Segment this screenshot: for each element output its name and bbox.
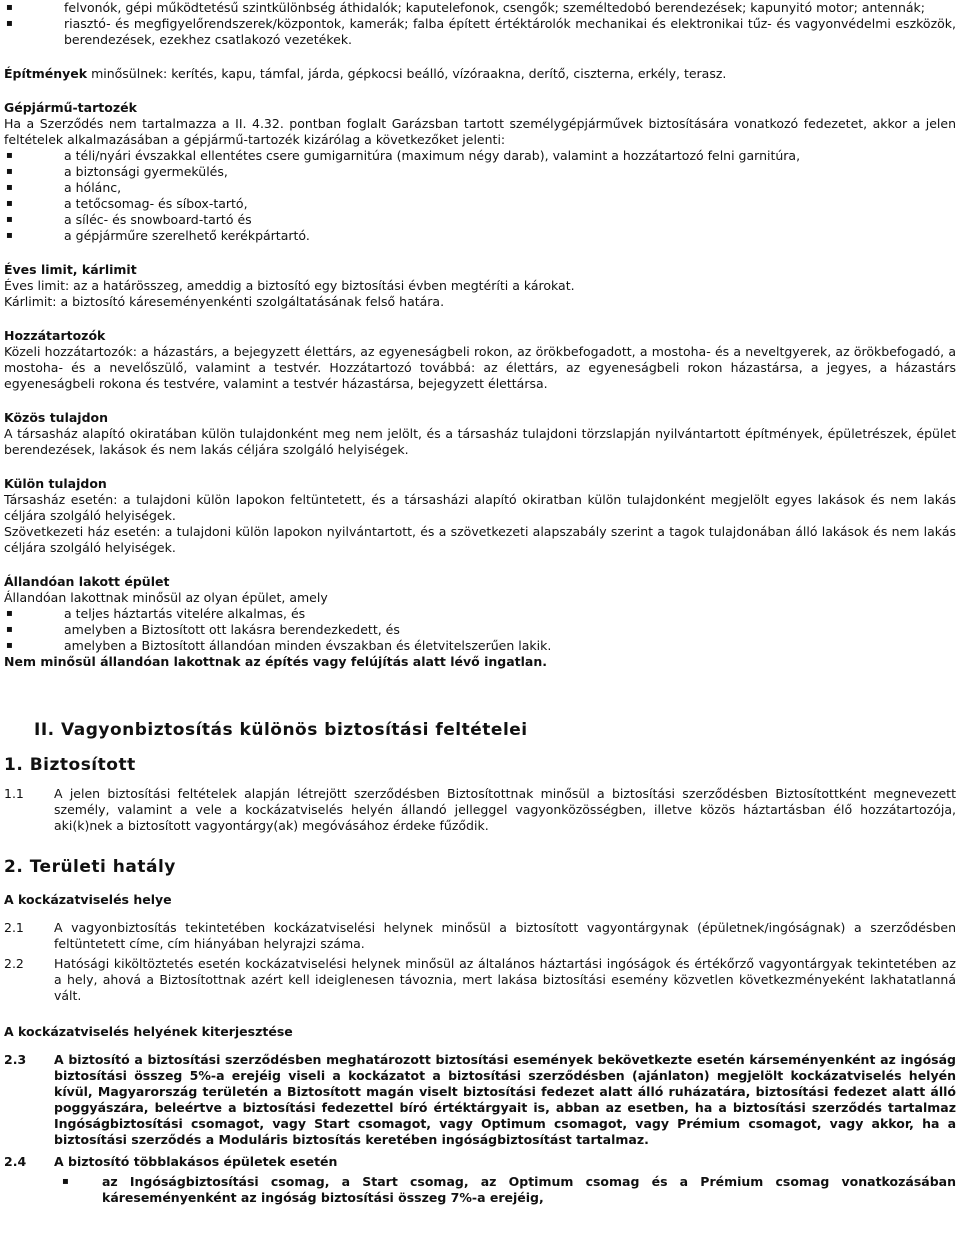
kozos-tulajdon-text: A társasház alapító okiratában külön tulajdonként meg nem jelölt, és a társasház tulajdoni törzslapján nyilvántartott építmények, épületrészek, épület berendezések, lakások és nem lakás céljára szolgáló helyiségek. xyxy=(4,426,956,457)
allandoan-intro: Állandóan lakottnak minősül az olyan épület, amely xyxy=(4,590,328,605)
list-item: ▪ a síléc- és snowboard-tartó és xyxy=(4,212,956,228)
clause-number: 2.1 xyxy=(4,920,24,935)
clause-2-4 xyxy=(4,1154,956,1170)
clause-1-1 xyxy=(4,786,956,834)
clause-number: 2.3 xyxy=(4,1052,27,1067)
list-item: ▪ a hólánc, xyxy=(4,180,956,196)
clause-number: 2.4 xyxy=(4,1154,27,1169)
clause-2-1 xyxy=(4,920,956,952)
clause-2-2 xyxy=(4,956,956,1004)
list-item: ▪ amelyben a Biztosított állandóan minden évszakban és életvitelszerűen lakik. xyxy=(4,638,956,654)
kozos-tulajdon-title: Közös tulajdon xyxy=(4,410,109,425)
epitmenyek-term: Építmények xyxy=(4,66,88,81)
gepjarmu-title: Gépjármű-tartozék xyxy=(4,100,137,115)
limit-line-1: Éves limit: az a határösszeg, ameddig a biztosító egy biztosítási évben megtéríti a károkat. xyxy=(4,278,575,293)
list-item: ▪ amelyben a Biztosított ott lakásra berendezkedett, és xyxy=(4,622,956,638)
epitmenyek-text: minősülnek: kerítés, kapu, támfal, járda, gépkocsi beálló, vízóraakna, derítő, ciszterna, erkély, terasz. xyxy=(87,66,727,81)
section-1-title: 1. Biztosított xyxy=(4,755,136,775)
clause-number: 1.1 xyxy=(4,786,24,801)
limit-title: Éves limit, kárlimit xyxy=(4,262,137,277)
list-item: ▪ az Ingóságbiztosítási csomag, a Start csomag, az Optimum csomag és a Prémium csomag vonatkozásában káreseményenként az ingóság biztosítási összeg 7%-a erejéig, xyxy=(4,1174,956,1206)
gepjarmu-list xyxy=(4,148,956,244)
clause-2-4-list xyxy=(4,1174,956,1206)
kulon-tulajdon-text-2: Szövetkezeti ház esetén: a tulajdoni külön lapokon nyilvántartott, és a szövetkezeti alapszabály szerint a tagok tulajdonában álló lakások és nem lakás céljára szolgáló helyiségek. xyxy=(4,524,956,555)
kiterjesztes-title: A kockázatviselés helyének kiterjesztése xyxy=(4,1024,293,1039)
hozzatartozok-title: Hozzátartozók xyxy=(4,328,106,343)
allandoan-list xyxy=(4,606,956,654)
kockazatviseles-helye-title: A kockázatviselés helye xyxy=(4,892,172,907)
list-item: ▪ riasztó- és megfigyelőrendszerek/központok, kamerák; falba épített értéktárolók mechanikai és elektronikai tűz- és vagyonvédelmi eszközök, berendezések, ezekhez csatlakozó vezetékek. xyxy=(4,16,956,48)
list-item: ▪ a tetőcsomag- és síbox-tartó, xyxy=(4,196,956,212)
document-page xyxy=(4,0,956,1206)
hozzatartozok-text: Közeli hozzátartozók: a házastárs, a bejegyzett élettárs, az egyeneságbeli rokon, az örökbefogadott, a mostoha- és a neveltgyerek, az örökbefogadó, a mostoha- és a nevelőszülő, valamint a testvér. Hozzátartozó továbbá: az élettárs, az egyeneságbeli rokon házastársa, a jegyes, a házastárs egyeneságbeli rokona és testvére, valamint a testvér házastársa, bejegyzett élettársa. xyxy=(4,344,956,391)
list-item: ▪ felvonók, gépi működtetésű szintkülönbség áthidalók; kaputelefonok, csengők; személtedobó berendezések; kapunyitó motor; antennák; xyxy=(4,0,956,16)
kulon-tulajdon-text-1: Társasház esetén: a tulajdoni külön lapokon feltüntetett, és a társasházi alapító okiratban külön tulajdonként megjelölt egyes lakások és nem lakás céljára szolgáló helyiségek. xyxy=(4,492,956,523)
clause-text: A jelen biztosítási feltételek alapján létrejött szerződésben Biztosítottnak minősül a biztosítási szerződésben Biztosítottként megnevezett személy, valamint a vele a kockázatviselés helyén állandó jelleggel vagyonközösségben, illetve közös háztartásban élő hozzátartozója, aki(k)nek a biztosított vagyontárgy(ak) megóvásához érdeke fűződik. xyxy=(54,786,956,833)
clause-text: A vagyonbiztosítás tekintetében kockázatviselési helynek minősül a biztosított vagyontárgynak (épületnek/ingóságnak) a szerződésben feltüntetett címe, cím hiányában helyrajzi száma. xyxy=(54,920,956,951)
clause-text: A biztosító többlakásos épületek esetén xyxy=(54,1154,338,1169)
section-2-title: 2. Területi hatály xyxy=(4,857,176,877)
list-item: ▪ a gépjárműre szerelhető kerékpártartó. xyxy=(4,228,956,244)
gepjarmu-text: Ha a Szerződés nem tartalmazza a II. 4.32. pontban foglalt Garázsban tartott személygépjárművek biztosítására vonatkozó fedezetet, akkor a jelen feltételek alkalmazásában a gépjármű-tartozék kizárólag a következőket jelenti: xyxy=(4,116,956,147)
clause-text: A biztosító a biztosítási szerződésben meghatározott biztosítási események bekövetkezte esetén kárseményenként az ingóság biztosítási összeg 5%-a erejéig viseli a kockázatot a biztosítási szerződésben (ajánlaton) megjelölt kockázatviselés helyén kívül, Magyarország területén a Biztosított magán viselt biztosítási fedezet alatt álló ruházatára, biztosítási fedezet alatt álló poggyászára, beleértve a biztosítási fedezettel bíró értéktárgyait is, abban az esetben, ha a biztosítási szerződés tartalmaz Ingóságbiztosítási csomagot, vagy Start csomagot, vagy Optimum csomagot, vagy Prémium csomagot, vagy akkor, ha a biztosítási szerződés a Moduláris biztosítás keretében ingóságbiztosítást tartalmaz. xyxy=(54,1052,956,1147)
top-bullet-list xyxy=(4,0,956,48)
list-item: ▪ a teljes háztartás vitelére alkalmas, és xyxy=(4,606,956,622)
list-item: ▪ a téli/nyári évszakkal ellentétes csere gumigarnitúra (maximum négy darab), valamint a hozzátartozó felni garnitúra, xyxy=(4,148,956,164)
clause-2-3 xyxy=(4,1052,956,1148)
list-item: ▪ a biztonsági gyermekülés, xyxy=(4,164,956,180)
allandoan-title: Állandóan lakott épület xyxy=(4,574,170,589)
kulon-tulajdon-title: Külön tulajdon xyxy=(4,476,107,491)
epitmenyek-paragraph xyxy=(4,66,956,82)
allandoan-note: Nem minősül állandóan lakottnak az építés vagy felújítás alatt lévő ingatlan. xyxy=(4,654,548,669)
clause-text: Hatósági kiköltöztetés esetén kockázatviselési helynek minősül az általános háztartási ingóságok és értékőrző vagyontárgyak tekintetében az a hely, ahová a Biztosítottnak azért kell ideiglenesen távoznia, mert lakása biztosítási esemény közvetlen következményeként lakhatatlanná vált. xyxy=(54,956,956,1003)
limit-line-2: Kárlimit: a biztosító káreseményenkénti szolgáltatásának felső határa. xyxy=(4,294,445,309)
part-2-title: II. Vagyonbiztosítás különös biztosítási feltételei xyxy=(34,720,528,740)
clause-number: 2.2 xyxy=(4,956,24,971)
